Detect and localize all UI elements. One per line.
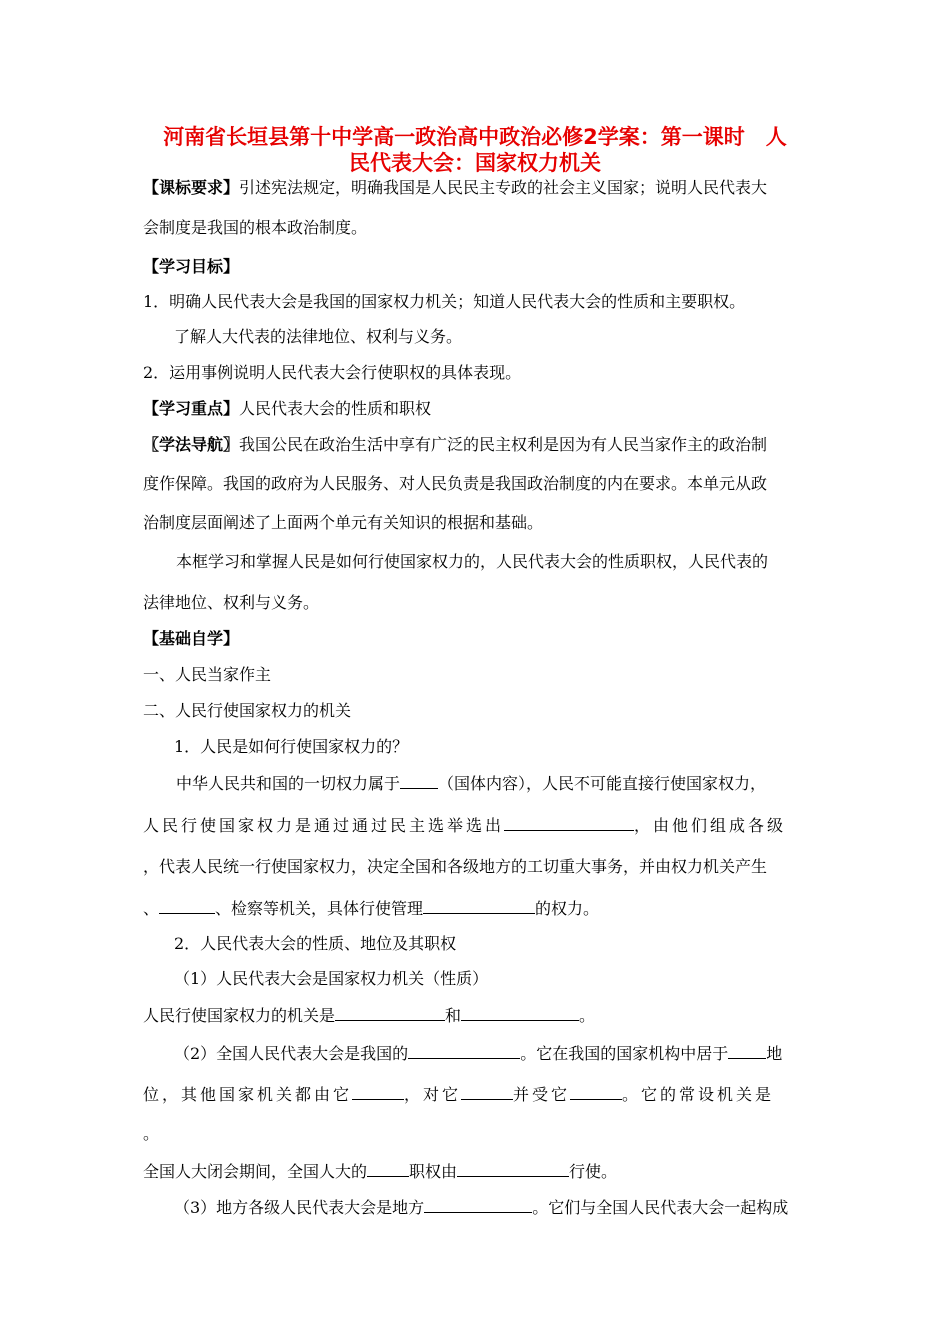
text-segment: （2）全国人民代表大会是我国的 — [174, 1044, 409, 1063]
text-segment: 。它们与全国人民代表大会一起构成 — [532, 1198, 789, 1217]
text-segment: 职权由 — [409, 1162, 458, 1181]
fill-blank[interactable] — [159, 897, 215, 914]
mubiao-item-1: 1．明确人民代表大会是我国的国家权力机关；知道人民代表大会的性质和主要职权。 — [143, 292, 746, 311]
text-segment: 全国人大闭会期间，全国人大的 — [143, 1162, 368, 1181]
section-1-heading: 一、人民当家作主 — [143, 665, 272, 684]
daohang-text-2: 度作保障。我国的政府为人民服务、对人民负责是我国政治制度的内在要求。本单元从政 — [143, 474, 768, 493]
text-segment: 中华人民共和国的一切权力属于 — [176, 774, 401, 793]
fill-blank[interactable] — [367, 1160, 409, 1177]
exercise-line-6 — [174, 1042, 782, 1065]
fill-blank[interactable] — [424, 1196, 532, 1213]
text-segment: ，对它 — [404, 1085, 462, 1104]
subsection-1: （1）人民代表大会是国家权力机关（性质） — [174, 969, 489, 988]
question-2: 2．人民代表大会的性质、地位及其职权 — [174, 934, 457, 953]
fill-blank[interactable] — [570, 1083, 622, 1100]
fill-blank[interactable] — [335, 1004, 445, 1021]
mubiao-item-1b: 了解人大代表的法律地位、权利与义务。 — [174, 327, 463, 346]
text-segment: （国体内容），人民不可能直接行使国家权力， — [438, 774, 767, 793]
fill-blank[interactable] — [461, 1083, 513, 1100]
fill-blank[interactable] — [423, 897, 535, 914]
text-segment: 并受它 — [513, 1085, 571, 1104]
fill-blank[interactable] — [461, 1004, 579, 1021]
zhongdian-text: 人民代表大会的性质和职权 — [239, 399, 432, 418]
text-segment: 、检察等机关，具体行使管理 — [215, 899, 424, 918]
daohang-text-3: 治制度层面阐述了上面两个单元有关知识的根据和基础。 — [143, 513, 544, 532]
text-segment: 人民行使国家权力是通过通过民主选举选出 — [143, 816, 505, 835]
document-title-line-1: 河南省长垣县第十中学高一政治高中政治必修2学案：第一课时 人 — [163, 125, 787, 149]
exercise-line-4 — [143, 897, 599, 920]
document-title-line-2: 民代表大会：国家权力机关 — [349, 151, 601, 175]
exercise-line-8: 。 — [143, 1124, 160, 1143]
text-segment: 地 — [766, 1044, 783, 1063]
fill-blank[interactable] — [400, 772, 438, 789]
exercise-line-1 — [176, 772, 766, 795]
exercise-line-3: ，代表人民统一行使国家权力，决定全国和各级地方的工切重大事务，并由权力机关产生 — [143, 857, 768, 876]
daohang-text-1: 我国公民在政治生活中享有广泛的民主权利是因为有人民当家作主的政治制 — [239, 435, 768, 454]
text-segment: 的权力。 — [535, 899, 600, 918]
text-segment: 。它的常设机关是 — [622, 1085, 775, 1104]
text-segment: 行使。 — [569, 1162, 618, 1181]
kebiao-line-1 — [143, 177, 767, 199]
exercise-line-10 — [174, 1196, 788, 1219]
daohang-text-4: 本框学习和掌握人民是如何行使国家权力的，人民代表大会的性质职权，人民代表的 — [176, 552, 769, 571]
text-segment: 、 — [143, 899, 160, 918]
zhongdian-label: 【学习重点】 — [143, 399, 240, 418]
zhongdian-line — [143, 398, 431, 420]
kebiao-label: 【课标要求】 — [143, 178, 240, 197]
exercise-line-5 — [143, 1004, 595, 1027]
fill-blank[interactable] — [457, 1160, 569, 1177]
mubiao-item-2: 2．运用事例说明人民代表大会行使职权的具体表现。 — [143, 363, 522, 382]
question-1: 1．人民是如何行使国家权力的？ — [174, 737, 409, 756]
text-segment: 。 — [579, 1006, 596, 1025]
daohang-text-5: 法律地位、权利与义务。 — [143, 593, 320, 612]
text-segment: 和 — [445, 1006, 462, 1025]
fill-blank[interactable] — [408, 1042, 520, 1059]
exercise-line-2 — [143, 814, 786, 837]
jichu-label: 【基础自学】 — [143, 629, 240, 648]
exercise-line-9 — [143, 1160, 617, 1183]
text-segment: 位，其他国家机关都由它 — [143, 1085, 353, 1104]
text-segment: （3）地方各级人民代表大会是地方 — [174, 1198, 425, 1217]
text-segment: ，由他们组成各级 — [634, 816, 787, 835]
daohang-line-1 — [143, 434, 767, 456]
fill-blank[interactable] — [504, 814, 634, 831]
text-segment: 人民行使国家权力的机关是 — [143, 1006, 336, 1025]
daohang-label: 〖学法导航〗 — [143, 435, 240, 454]
kebiao-text-2: 会制度是我国的根本政治制度。 — [143, 218, 368, 237]
fill-blank[interactable] — [352, 1083, 404, 1100]
kebiao-text-1: 引述宪法规定，明确我国是人民民主专政的社会主义国家；说明人民代表大 — [239, 178, 768, 197]
text-segment: 。它在我国的国家机构中居于 — [520, 1044, 729, 1063]
mubiao-label: 【学习目标】 — [143, 257, 240, 276]
section-2-heading: 二、人民行使国家权力的机关 — [143, 701, 352, 720]
fill-blank[interactable] — [728, 1042, 766, 1059]
exercise-line-7 — [143, 1083, 774, 1106]
